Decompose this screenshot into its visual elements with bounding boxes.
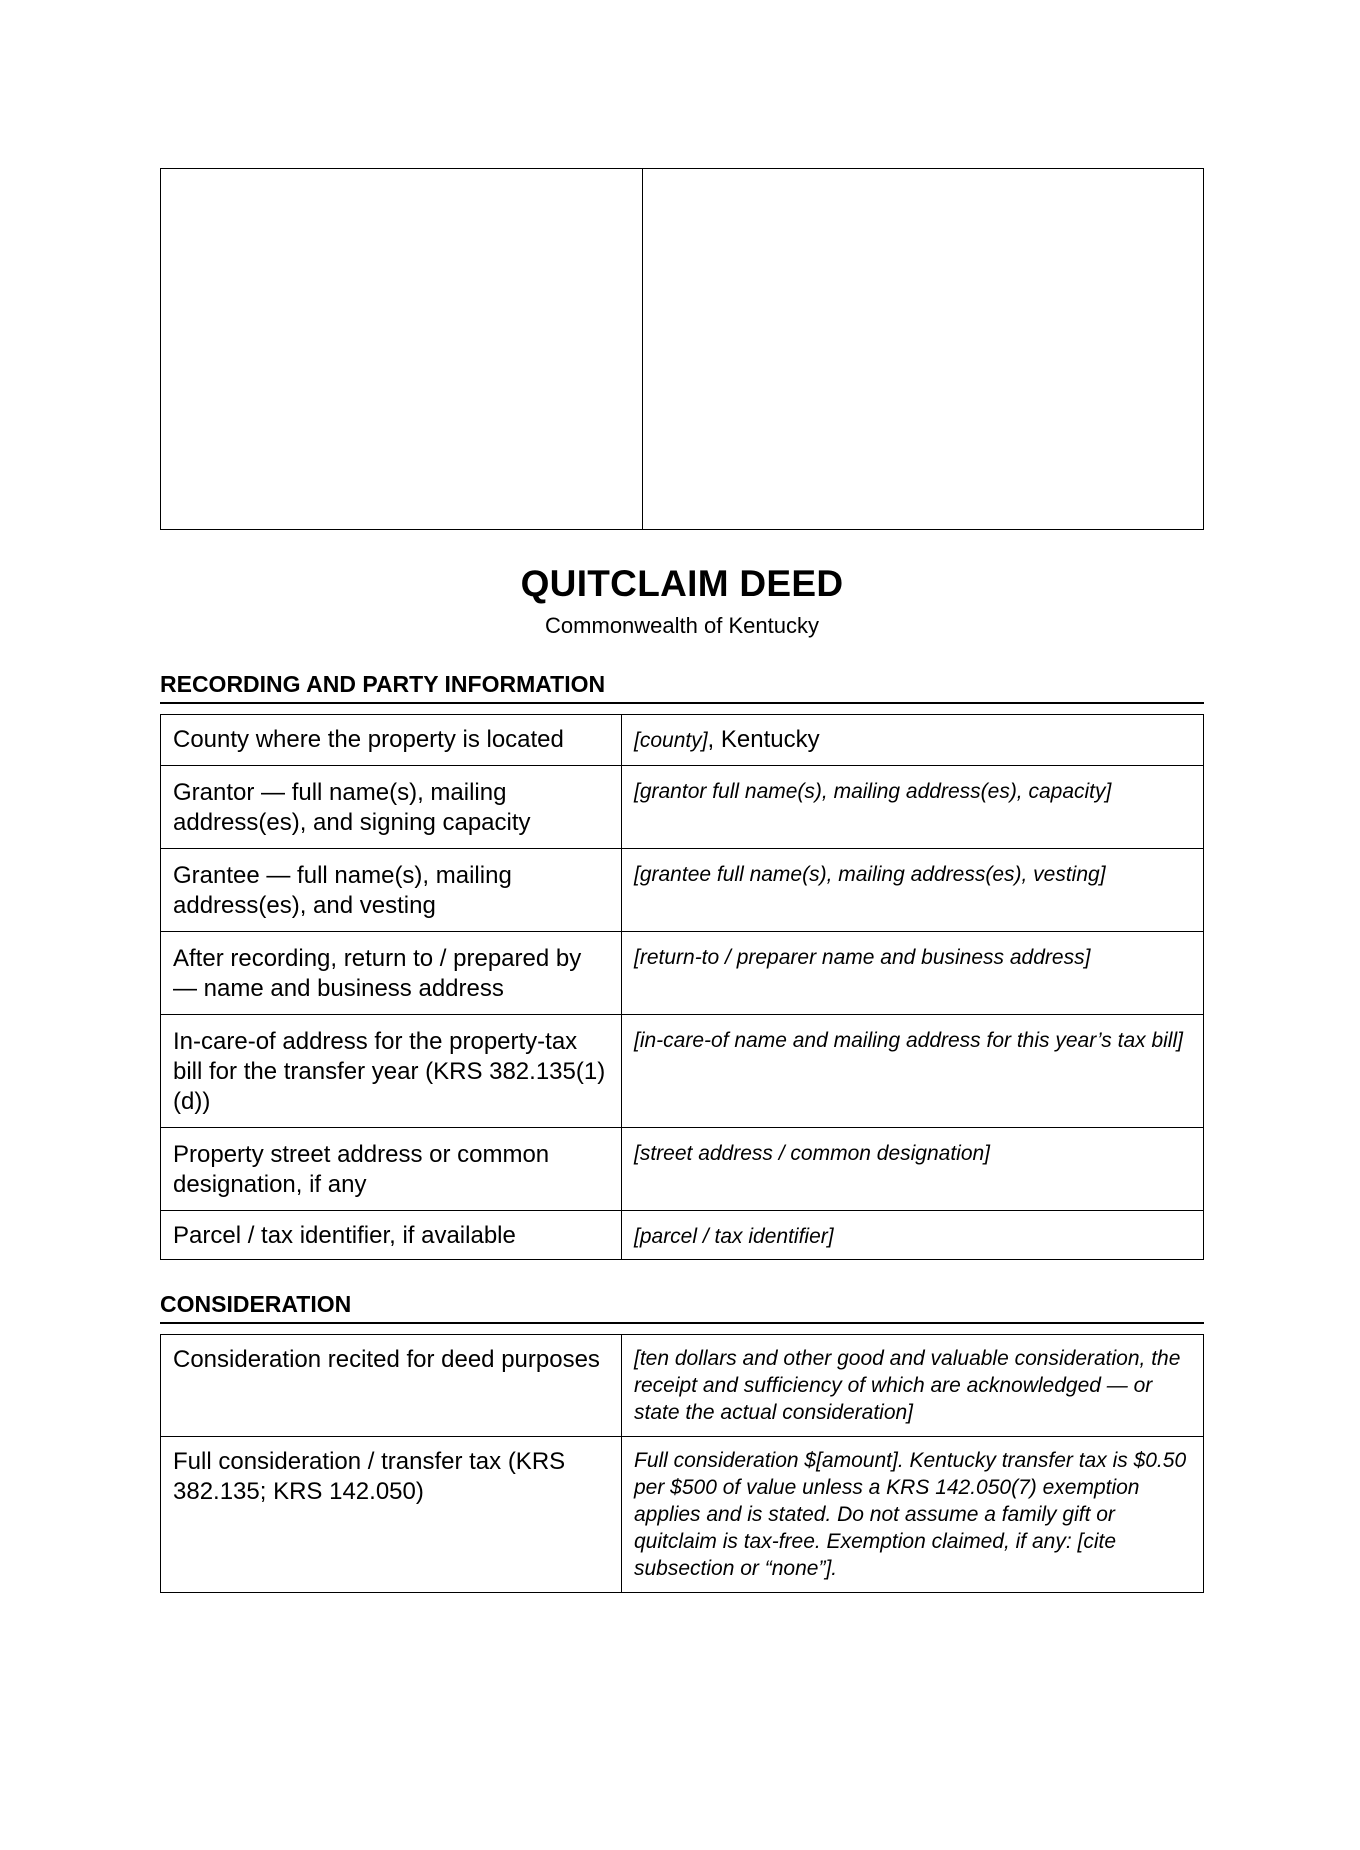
table-row bbox=[161, 932, 1204, 1015]
table-row bbox=[161, 715, 1204, 766]
recording-stamp-right-box bbox=[643, 169, 1203, 529]
row-value: [in-care-of name and mailing address for this year’s tax bill] bbox=[622, 1015, 1204, 1128]
row-value: [parcel / tax identifier] bbox=[622, 1211, 1204, 1260]
row-value: [grantee full name(s), mailing address(es), vesting] bbox=[622, 849, 1204, 932]
row-label: Parcel / tax identifier, if available bbox=[161, 1211, 622, 1260]
table-row bbox=[161, 1128, 1204, 1211]
document-title: QUITCLAIM DEED bbox=[520, 563, 844, 604]
county-placeholder: [county] bbox=[634, 729, 708, 752]
recording-stamp-area bbox=[160, 168, 1204, 530]
row-label: In-care-of address for the property-tax bill for the transfer year (KRS 382.135(1)(d)) bbox=[161, 1015, 622, 1128]
row-value: [return-to / preparer name and business address] bbox=[622, 932, 1204, 1015]
consideration-section-heading: CONSIDERATION bbox=[160, 1290, 1204, 1324]
table-row bbox=[161, 1335, 1204, 1437]
table-row bbox=[161, 1015, 1204, 1128]
row-label: County where the property is located bbox=[161, 715, 622, 766]
row-value: [grantor full name(s), mailing address(es), capacity] bbox=[622, 766, 1204, 849]
title-block bbox=[160, 562, 1204, 640]
row-label: Full consideration / transfer tax (KRS 382.135; KRS 142.050) bbox=[161, 1437, 622, 1593]
row-value: [ten dollars and other good and valuable consideration, the receipt and sufficiency of which are acknowledged — or state the actual consideration] bbox=[622, 1335, 1204, 1437]
county-suffix: , Kentucky bbox=[707, 726, 820, 753]
table-row bbox=[161, 1211, 1204, 1260]
row-label: After recording, return to / prepared by — name and business address bbox=[161, 932, 622, 1015]
table-row bbox=[161, 1437, 1204, 1593]
row-value bbox=[622, 715, 1204, 766]
recording-stamp-left-box bbox=[161, 169, 643, 529]
recording-section-heading: RECORDING AND PARTY INFORMATION bbox=[160, 670, 1204, 704]
deed-page bbox=[160, 168, 1204, 1593]
row-label: Property street address or common designation, if any bbox=[161, 1128, 622, 1211]
row-label: Consideration recited for deed purposes bbox=[161, 1335, 622, 1437]
row-label: Grantee — full name(s), mailing address(es), and vesting bbox=[161, 849, 622, 932]
recording-table bbox=[160, 714, 1204, 1260]
row-label: Grantor — full name(s), mailing address(es), and signing capacity bbox=[161, 766, 622, 849]
consideration-table bbox=[160, 1334, 1204, 1593]
document-subtitle: Commonwealth of Kentucky bbox=[545, 613, 819, 638]
row-value: Full consideration $[amount]. Kentucky transfer tax is $0.50 per $500 of value unless a KRS 142.050(7) exemption applies and is stated. Do not assume a family gift or quitclaim is tax-free. Exemption claimed, if any: [cite subsection or “none”]. bbox=[622, 1437, 1204, 1593]
row-value: [street address / common designation] bbox=[622, 1128, 1204, 1211]
table-row bbox=[161, 766, 1204, 849]
table-row bbox=[161, 849, 1204, 932]
